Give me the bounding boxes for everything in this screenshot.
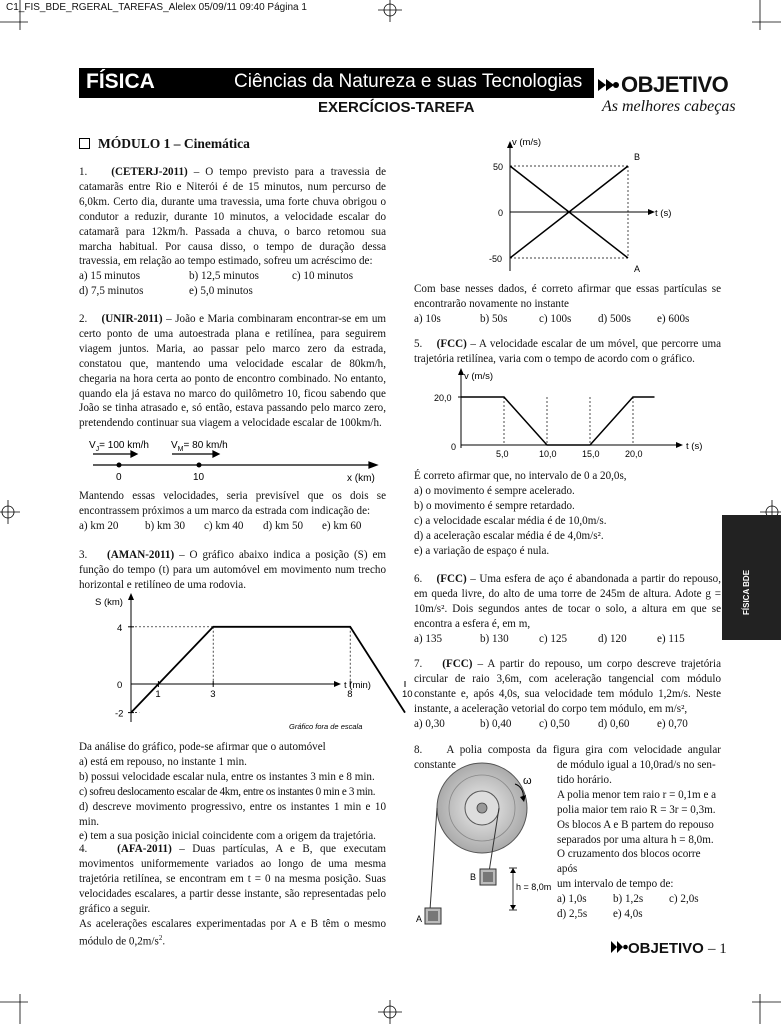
question-5-cont xyxy=(414,469,721,558)
q4-velocity-chart xyxy=(414,136,684,282)
q2-option-e: e) km 60 xyxy=(322,519,362,532)
x-tick-label: 15,0 xyxy=(582,449,600,459)
q8-line-8: O cruzamento dos blocos ocorre após xyxy=(557,848,701,876)
q6-option-a: a) 135 xyxy=(414,632,443,645)
x-tick-label: 20,0 xyxy=(625,449,643,459)
q5-option-a: a) o movimento é sempre acelerado. xyxy=(414,484,575,497)
q3-option-c: c) sofreu deslocamento escalar de 4km, entre os instantes 0 min e 3 min. xyxy=(79,785,376,798)
q5-number: 5. xyxy=(414,338,423,350)
x-tick-label: 10,0 xyxy=(539,449,557,459)
series-label-a: A xyxy=(634,264,641,274)
question-5 xyxy=(414,337,721,367)
x-axis-label: t (s) xyxy=(686,441,703,452)
y-axis-label: S (km) xyxy=(95,597,123,608)
q7-option-e: e) 0,70 xyxy=(657,717,688,730)
joao-marker xyxy=(117,463,122,468)
y-tick-label: 0 xyxy=(498,208,504,218)
series-label-b: B xyxy=(634,152,641,162)
logo-text: OBJETIVO xyxy=(621,72,729,97)
q1-source: (CETERJ-2011) xyxy=(111,166,188,178)
q1-option-d: d) 7,5 minutos xyxy=(79,285,144,298)
q2-option-b: b) km 30 xyxy=(145,519,186,532)
subject-title: FÍSICA xyxy=(86,70,155,93)
q8-pulley-figure xyxy=(405,762,555,928)
q4-text: – Duas partículas, A e B, que executam movimentos uniformemente variados ao longo de uma mesma trajetória retilínea, se encontram em t = 0 na mesma posição. Suas velocidades escalares, a partir desse instante, são representadas pelo gráfico a seguir. xyxy=(79,843,386,915)
question-7 xyxy=(414,657,721,732)
q7-number: 7. xyxy=(414,658,423,670)
question-3 xyxy=(79,548,386,593)
q3-position-chart xyxy=(79,592,413,737)
question-4-cont xyxy=(414,282,721,327)
q8-option-d: d) 2,5s xyxy=(557,908,588,921)
q6-option-c: c) 125 xyxy=(539,632,568,645)
y-tick-label: -2 xyxy=(115,708,124,720)
q8-line-7: separados por uma altura h = 8,0m. xyxy=(557,833,714,846)
x-axis-arrow xyxy=(334,681,341,687)
q6-options xyxy=(414,632,721,647)
svg-text:VJ= 100 km/h xyxy=(89,440,149,453)
q4-text2-end: . xyxy=(162,936,166,949)
q2-vj-label: V xyxy=(89,440,96,451)
q2-xlabel: x (km) xyxy=(347,473,375,484)
y-axis-label: v (m/s) xyxy=(512,137,542,148)
q8-line-3: tido horário. xyxy=(557,773,612,786)
question-6 xyxy=(414,572,721,647)
x-axis-arrow xyxy=(648,209,655,215)
y-axis-label: v (m/s) xyxy=(464,371,494,382)
question-2 xyxy=(79,312,386,431)
q2-vj-value: = 100 km/h xyxy=(99,440,149,451)
q2-number: 2. xyxy=(79,313,88,325)
q2-vj-sub: J xyxy=(95,446,100,453)
rope-a xyxy=(430,808,437,910)
y-tick-label: 4 xyxy=(117,622,123,634)
q8-option-a: a) 1,0s xyxy=(557,893,587,906)
q1-text: – O tempo previsto para a travessia de catamarãs entre Rio e Niterói é de 15 minutos, num percurso de 6,0km. Certo dia, durante uma travessia, uma forte chuva obrigou o condutor a reduzir, durante 10 minutos, a velocidade escalar do catamarã para 12km/h. Passada a chuva, o barco retomou sua marcha habitual. Por causa disso, o tempo de duração dessa travessia, em relação ao tempo estimado, sofreu um acréscimo de: xyxy=(79,166,386,268)
side-tab-label: FÍSICA BDE xyxy=(742,569,751,615)
velocity-series-line xyxy=(461,397,655,445)
q6-text: – Uma esfera de aço é abandonada a partir do repouso, em queda livre, do alto de uma torre de 245m de altura. Adote g = 10m/s². Dois segundos antes de tocar o solo, a altura em que se encontra a esfera é, em m, xyxy=(414,573,722,630)
q3-number: 3. xyxy=(79,549,88,561)
q3-option-b: b) possui velocidade escalar nula, entre os instantes 3 min e 8 min. xyxy=(79,770,375,783)
q2-vm-value: = 80 km/h xyxy=(183,440,228,451)
area-title: Ciências da Natureza e suas Tecnologias xyxy=(234,71,583,92)
q6-source: (FCC) xyxy=(436,573,467,585)
q5-option-c: c) a velocidade escalar média é de 10,0m/s. xyxy=(414,514,607,527)
q8-line-4: A polia menor tem raio r = 0,1m e a xyxy=(557,788,717,801)
q2-option-a: a) km 20 xyxy=(79,519,119,532)
y-tick-label: 50 xyxy=(493,162,504,172)
q2-text2: Mantendo essas velocidades, seria previsível que os dois se encontrassem próximos a um marco da estrada com indicação de: xyxy=(79,490,386,517)
q1-option-c: c) 10 minutos xyxy=(292,270,354,283)
q8-option-b: b) 1,2s xyxy=(613,893,644,906)
side-tab xyxy=(722,515,781,640)
q5-option-d: d) a aceleração escalar média é de 4,0m/s². xyxy=(414,529,604,542)
q1-options xyxy=(79,269,386,299)
q2-vm-label: V xyxy=(171,440,178,451)
footer-logo-text: OBJETIVO xyxy=(628,940,704,957)
q4-options xyxy=(414,312,721,327)
q1-option-b: b) 12,5 minutos xyxy=(189,270,259,283)
module-title xyxy=(79,136,250,152)
q4-option-a: a) 10s xyxy=(414,312,441,325)
q8-line-5: polia maior tem raio R = 3r = 0,3m. xyxy=(557,803,716,816)
x-tick-label: 10 xyxy=(402,689,413,700)
q5-source: (FCC) xyxy=(436,338,467,350)
q7-option-b: b) 0,40 xyxy=(480,717,512,730)
print-slug: C1_FIS_BDE_RGERAL_TAREFAS_Alelex 05/09/11 09:40 Página 1 xyxy=(6,2,307,13)
module-title-text: MÓDULO 1 – Cinemática xyxy=(98,136,250,151)
q5-option-b: b) o movimento é sempre retardado. xyxy=(414,499,575,512)
x-axis-arrow xyxy=(676,442,683,448)
q6-number: 6. xyxy=(414,573,423,585)
q8-options xyxy=(557,892,723,922)
x-tick-label: 1 xyxy=(155,689,161,700)
q4-text2: As acelerações escalares experimentadas por A e B têm o mesmo módulo de 0,2m/s xyxy=(79,917,386,949)
q6-option-b: b) 130 xyxy=(480,632,509,645)
q8-option-c: c) 2,0s xyxy=(669,893,699,906)
q1-option-e: e) 5,0 minutos xyxy=(189,285,253,298)
q8-number: 8. xyxy=(414,744,423,756)
q8-line-9: um intervalo de tempo de: xyxy=(557,878,674,891)
q7-source: (FCC) xyxy=(442,658,473,670)
footer-logo-icon xyxy=(610,940,628,958)
question-3-cont xyxy=(79,740,386,844)
q3-option-a: a) está em repouso, no instante 1 min. xyxy=(79,755,247,768)
page-number: – 1 xyxy=(708,941,727,957)
q4-text3: Com base nesses dados, é correto afirmar que essas partículas se encontrarão novamente no instante xyxy=(414,283,721,310)
objetivo-logo xyxy=(597,72,728,99)
q5-velocity-chart xyxy=(414,368,714,462)
q4-option-c: c) 100s xyxy=(539,312,572,325)
q1-number: 1. xyxy=(79,166,88,178)
q3-option-e: e) tem a sua posição inicial coincidente com a origem da trajetória. xyxy=(79,830,376,843)
q3-text: – O gráfico abaixo indica a posição (S) em função do tempo (t) para um automóvel em movimento num trecho horizontal e retilíneo de uma rodovia. xyxy=(79,549,386,591)
q8-line-1: A polia composta da figura gira com velocidade angular constante xyxy=(414,744,721,771)
question-1 xyxy=(79,165,386,299)
q3-option-d: d) descreve movimento progressivo, entre os instantes 1 min e 10 min. xyxy=(79,800,386,828)
q2-options xyxy=(79,519,386,534)
x-axis-label: t (min) xyxy=(344,680,371,691)
q7-option-c: c) 0,50 xyxy=(539,717,570,730)
q2-option-d: d) km 50 xyxy=(263,519,304,532)
q4-option-d: d) 500s xyxy=(598,312,631,325)
q8-option-e: e) 4,0s xyxy=(613,908,643,921)
q6-option-e: e) 115 xyxy=(657,632,685,645)
block-b-label: B xyxy=(470,872,477,882)
q2-text: – João e Maria combinaram encontrar-se em um certo ponto de uma autoestrada plana e retilínea, para seguirem viagem juntos. Maria, ao passar pelo marco zero da estrada, constatou que, mantendo uma velocidade escalar de 80km/h, chegaria na hora certa ao ponto de encontro combinado. No entanto, quando ela já estava no marco do quilômetro 10, ficou sabendo que João se tinha atrasado e, só então, estava passando pelo marco zero, pretendendo continuar sua viagem a velocidade escalar de 100km/h. xyxy=(79,313,387,430)
q7-text: – A partir do repouso, um corpo descreve trajetória circular de raio 3,6m, com aceleração tangencial com módulo constante e, após 4,0s, sua velocidade tem módulo 1,2m/s. Neste instante, a aceleração vetorial do corpo tem módulo, em m/s², xyxy=(414,658,722,715)
origin-label: 0 xyxy=(117,680,123,691)
q4-text2-sup: 2 xyxy=(158,934,163,943)
chart-note: Gráfico fora de escala xyxy=(289,722,363,731)
q2-x0: 0 xyxy=(116,472,122,483)
y-tick-label: 20,0 xyxy=(434,393,452,403)
q2-source: (UNIR-2011) xyxy=(101,313,163,325)
checkbox-icon xyxy=(79,138,90,149)
q2-option-c: c) km 40 xyxy=(204,519,244,532)
q7-option-d: d) 0,60 xyxy=(598,717,630,730)
question-2-cont xyxy=(79,489,386,534)
y-axis-arrow xyxy=(128,593,134,600)
q8-line-2: de módulo igual a 10,0rad/s no sen- xyxy=(557,759,716,771)
position-series-line xyxy=(131,627,405,713)
logo-mark-icon xyxy=(597,73,619,99)
block-a-label: A xyxy=(416,914,423,924)
q1-option-a: a) 15 minutos xyxy=(79,270,141,283)
section-title: EXERCÍCIOS-TAREFA xyxy=(318,99,475,116)
height-label: h = 8,0m xyxy=(516,882,552,892)
question-8-text xyxy=(557,758,723,922)
x-axis-label: t (s) xyxy=(655,208,672,219)
q2-x10: 10 xyxy=(193,472,205,483)
q6-option-d: d) 120 xyxy=(598,632,627,645)
q4-number: 4. xyxy=(79,843,88,855)
x-tick-label: 8 xyxy=(347,689,353,700)
q4-option-e: e) 600s xyxy=(657,312,690,325)
q2-vm-sub: M xyxy=(177,446,184,453)
q3-text2: Da análise do gráfico, pode-se afirmar que o automóvel xyxy=(79,741,326,753)
q7-option-a: a) 0,30 xyxy=(414,717,445,730)
q2-road-figure xyxy=(79,434,386,486)
omega-label: ω xyxy=(523,775,532,787)
q8-line-6: Os blocos A e B partem do repouso xyxy=(557,818,714,831)
q4-option-b: b) 50s xyxy=(480,312,508,325)
x-tick-label: 3 xyxy=(210,689,216,700)
origin-label: 0 xyxy=(451,442,457,452)
q4-source: (AFA-2011) xyxy=(117,843,172,855)
q5-text: – A velocidade escalar de um móvel, que percorre uma trajetória retilínea, varia com o tempo de acordo com o gráfico. xyxy=(414,338,721,365)
q5-option-e: e) a variação de espaço é nula. xyxy=(414,544,550,557)
y-tick-label: -50 xyxy=(489,254,503,264)
axle xyxy=(477,803,487,813)
q5-text2: É correto afirmar que, no intervalo de 0 a 20,0s, xyxy=(414,470,627,482)
q7-options xyxy=(414,717,721,732)
x-tick-label: 5,0 xyxy=(496,449,509,459)
maria-marker xyxy=(197,463,202,468)
svg-text:VM= 80 km/h xyxy=(171,440,228,453)
footer xyxy=(610,940,727,958)
question-4 xyxy=(79,842,386,950)
q3-source: (AMAN-2011) xyxy=(107,549,175,561)
slogan: As melhores cabeças xyxy=(602,98,736,115)
